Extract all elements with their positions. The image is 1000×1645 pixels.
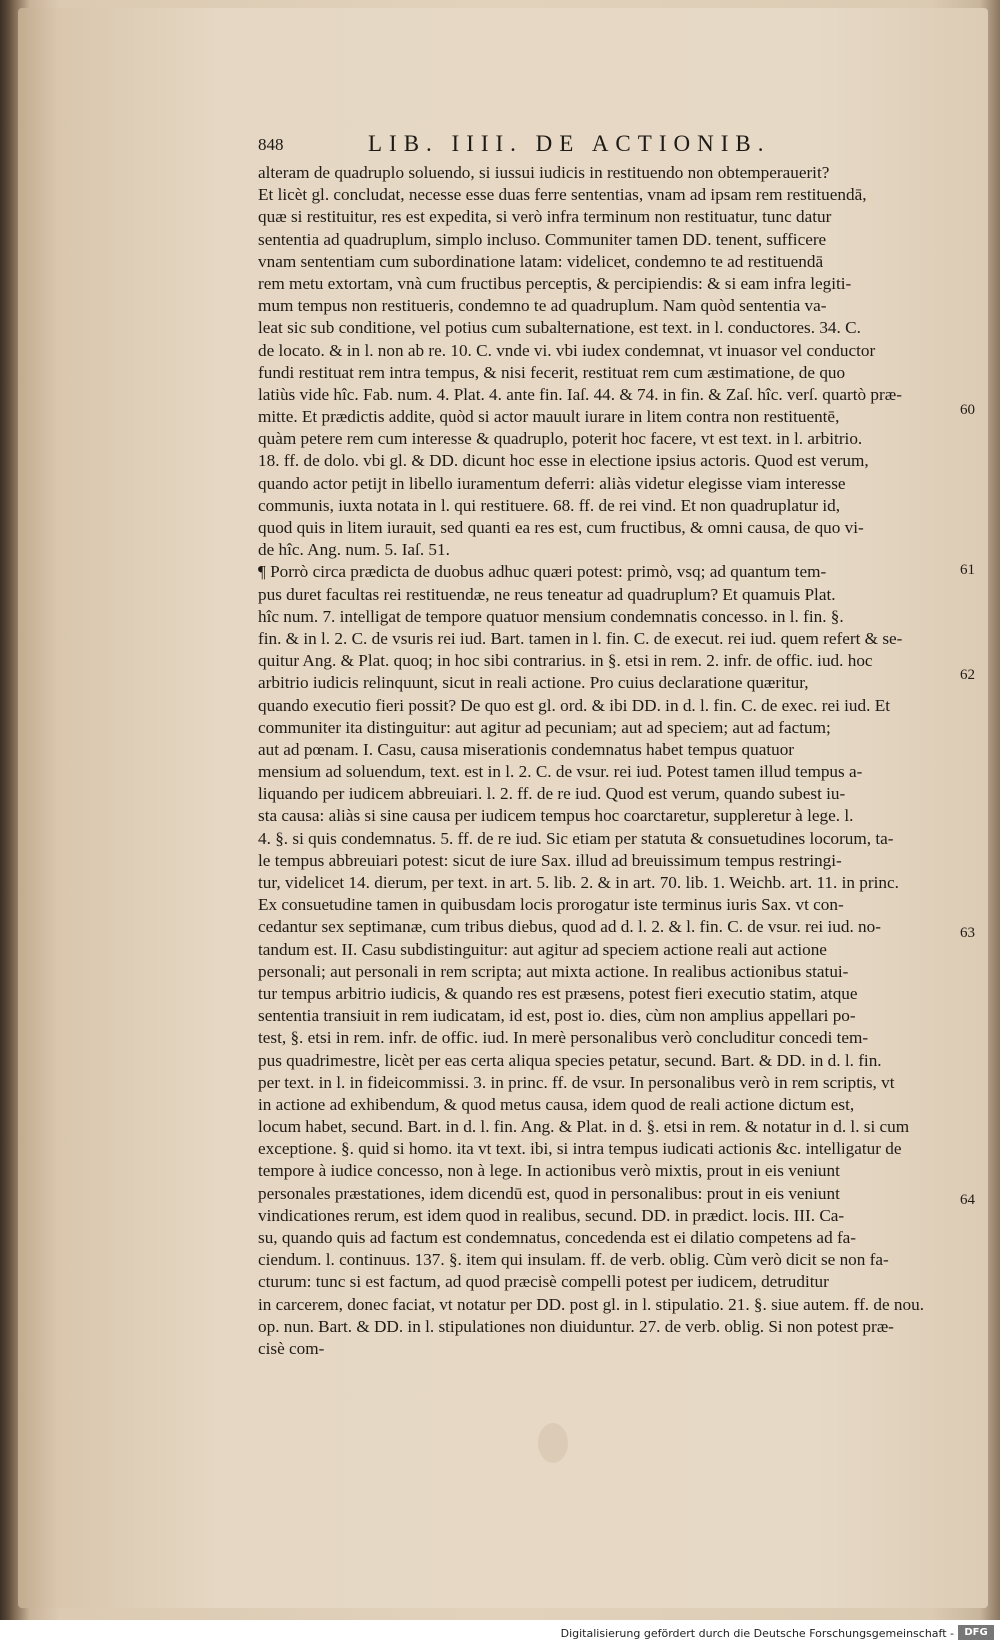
text-line: personali; aut personali in rem scripta; aut mixta actione. In realibus actionibus statui- [258, 961, 849, 981]
text-line: cedantur sex septimanæ, cum tribus diebus, quod ad d. l. 2. & l. fin. C. de vsur. rei iud. no- [258, 917, 881, 937]
text-line: quæ si restituitur, res est expedita, si verò infra terminum non restituatur, tunc datur [258, 207, 832, 227]
text-line: quando executio fieri possit? De quo est gl. ord. & ibi DD. in d. l. fin. C. de exec. rei iud. Et [258, 695, 890, 715]
text-block [258, 162, 958, 1360]
text-line: cisè com- [258, 1338, 325, 1358]
text-line: Ex consuetudine tamen in quibusdam locis prorogatur iste terminus iuris Sax. vt con- [258, 895, 844, 915]
text-line: arbitrio iudicis relinquunt, sicut in reali actione. Pro cuius declaratione quæritur, [258, 673, 809, 693]
running-head: LIB. IIII. DE ACTIONIB. [368, 131, 771, 156]
text-line: sententia ad quadruplum, simplo incluso. Communiter tamen DD. tenent, sufficere [258, 229, 827, 249]
text-line: tur, videlicet 14. dierum, per text. in art. 5. lib. 2. & in art. 70. lib. 1. Weichb. art. 11. in princ. [258, 873, 899, 892]
text-line: tur tempus arbitrio iudicis, & quando res est præsens, potest fieri executio statim, atque [258, 983, 858, 1003]
text-line: ciendum. l. continuus. 137. §. item qui insulam. ff. de verb. oblig. Cùm verò dicit se non fa- [258, 1250, 889, 1270]
paper-stain [538, 1423, 568, 1463]
text-line: in carcerem, donec faciat, vt notatur per DD. post gl. in l. stipulatio. 21. §. siue autem. ff. de nou. [258, 1294, 924, 1314]
margin-number: 63 [960, 925, 975, 941]
text-line: ¶ Porrò circa prædicta de duobus adhuc quæri potest: primò, vsq; ad quantum tem- [258, 562, 827, 582]
text-line: personales præstationes, idem dicendū est, quod in personalibus: prout in eis veniunt [258, 1183, 840, 1203]
dfg-logo: DFG [958, 1625, 994, 1640]
text-line: op. nun. Bart. & DD. in l. stipulationes non diuiduntur. 27. de verb. oblig. Si non potest præ- [258, 1316, 894, 1336]
text-line: de hîc. Ang. num. 5. Iaſ. 51. [258, 540, 450, 560]
text-line: in actione ad exhibendum, & quod metus causa, idem quod de reali actione dictum est, [258, 1094, 855, 1114]
text-line: per text. in l. in fideicommissi. 3. in princ. ff. de vsur. In personalibus verò in rem scriptis, vt [258, 1072, 895, 1092]
text-line: cturum: tunc si est factum, ad quod præcisè compelli potest per iudicem, detruditur [258, 1272, 829, 1292]
text-line: communis, iuxta notata in l. qui restituere. 68. ff. de rei vind. Et non quadruplatur id, [258, 495, 841, 515]
text-line: liquando per iudicem abbreuiari. l. 2. ff. de re iud. Quod est verum, quando subest iu- [258, 784, 846, 804]
text-line: mum tempus non restitueris, condemno te ad quadruplum. Nam quòd sententia va- [258, 296, 827, 316]
text-line: latiùs vide hîc. Fab. num. 4. Plat. 4. ante fin. Iaſ. 44. & 74. in fin. & Zaſ. hîc. verſ. quartò præ- [258, 384, 902, 404]
text-line: fin. & in l. 2. C. de vsuris rei iud. Bart. tamen in l. fin. C. de execut. rei iud. quem refert & se- [258, 628, 903, 648]
text-line: mitte. Et prædictis addite, quòd si actor mauult iurare in litem contra non restituentē, [258, 407, 840, 427]
text-line: exceptione. §. quid si homo. ita vt text. ibi, si intra tempus iudicati actionis &c. intelligatur de [258, 1139, 902, 1159]
text-line: locum habet, secund. Bart. in d. l. fin. Ang. & Plat. in d. §. etsi in rem. & notatur in d. l. si cum [258, 1117, 910, 1137]
text-line: mensium ad soluendum, text. est in l. 2. C. de vsur. rei iud. Potest tamen illud tempus a- [258, 762, 863, 782]
margin-number: 60 [960, 402, 975, 418]
folio-number: 848 [258, 135, 284, 154]
text-line: test, §. etsi in rem. infr. de offic. iud. In merè personalibus verò concluditur concedi tem- [258, 1028, 869, 1048]
text-line: sententia transiuit in rem iudicatam, id est, post io. dies, cùm non amplius appellari po- [258, 1006, 856, 1026]
text-line: 18. ff. de dolo. vbi gl. & DD. dicunt hoc esse in electione ipsius actoris. Quod est verum, [258, 451, 869, 471]
text-line: quàm petere rem cum interesse & quadruplo, poterit hoc facere, vt est text. in l. arbitrio. [258, 429, 863, 449]
text-line: hîc num. 7. intelligat de tempore quatuor mensium condemnatis concesso. in l. fin. §. [258, 606, 844, 626]
margin-number: 62 [960, 667, 975, 683]
text-line: fundi restituat rem intra tempus, & nisi fecerit, restituat rem cum æstimatione, de quo [258, 362, 846, 382]
text-line: le tempus abbreuiari potest: sicut de iure Sax. illud ad breuissimum tempus restringi- [258, 850, 842, 870]
text-line: su, quando quis ad factum est condemnatus, concedenda est ei dilatio competens ad fa- [258, 1228, 857, 1247]
text-line: sta causa: aliàs si sine causa per iudicem tempus hoc coarctaretur, suppleretur à lege. l. [258, 806, 854, 826]
margin-number: 61 [960, 562, 975, 578]
text-line: pus duret facultas rei restituendæ, ne reus teneatur ad quadruplum? Et quamuis Plat. [258, 584, 836, 604]
text-line: tempore à iudice concesso, non à lege. In actionibus verò mixtis, prout in eis veniunt [258, 1161, 840, 1181]
footer-bar [0, 1620, 1000, 1645]
text-line: rem metu extortam, vnà cum fructibus perceptis, & percipiendis: & si eam infra legiti- [258, 273, 852, 293]
text-line: leat sic sub conditione, vel potius cum subalternatione, est text. in l. conductores. 34. C. [258, 318, 861, 338]
text-line: vindicationes rerum, est idem quod in realibus, secund. DD. in prædict. locis. III. Ca- [258, 1205, 845, 1225]
text-line: tandum est. II. Casu subdistinguitur: aut agitur ad speciem actione reali aut actione [258, 939, 827, 959]
text-line: quitur Ang. & Plat. quoq; in hoc sibi contrarius. in §. etsi in rem. 2. infr. de offic. iud. hoc [258, 651, 873, 671]
text-line: 4. §. si quis condemnatus. 5. ff. de re iud. Sic etiam per statuta & consuetudines locorum, ta- [258, 828, 894, 848]
text-line: aut ad pœnam. I. Casu, causa miserationis condemnatus habet tempus quatuor [258, 739, 795, 759]
footer-credit: Digitalisierung gefördert durch die Deutsche Forschungsgemeinschaft - [560, 1627, 954, 1640]
text-line: pus quadrimestre, licèt per eas certa aliqua species petatur, secund. Bart. & DD. in d. l. fin. [258, 1050, 882, 1070]
text-line: vnam sententiam cum subordinatione latam: videlicet, condemno te ad restituendā [258, 251, 824, 271]
text-line: Et licèt gl. concludat, necesse esse duas ferre sententias, vnam ad ipsam rem restituendā, [258, 185, 867, 205]
page-header [258, 131, 958, 161]
text-line: de locato. & in l. non ab re. 10. C. vnde vi. vbi iudex condemnat, vt inuasor vel conductor [258, 340, 876, 360]
text-line: quod quis in litem iurauit, sed quanti ea res est, cum fructibus, & omni causa, de quo vi- [258, 518, 864, 537]
text-line: alteram de quadruplo soluendo, si iussui iudicis in restituendo non obtemperauerit? [258, 163, 830, 182]
text-line: quando actor petijt in libello iuramentum deferri: aliàs videtur elegisse viam interesse [258, 473, 846, 493]
margin-number: 64 [960, 1192, 975, 1208]
text-line: communiter ita distinguitur: aut agitur ad pecuniam; aut ad speciem; aut ad factum; [258, 717, 831, 737]
